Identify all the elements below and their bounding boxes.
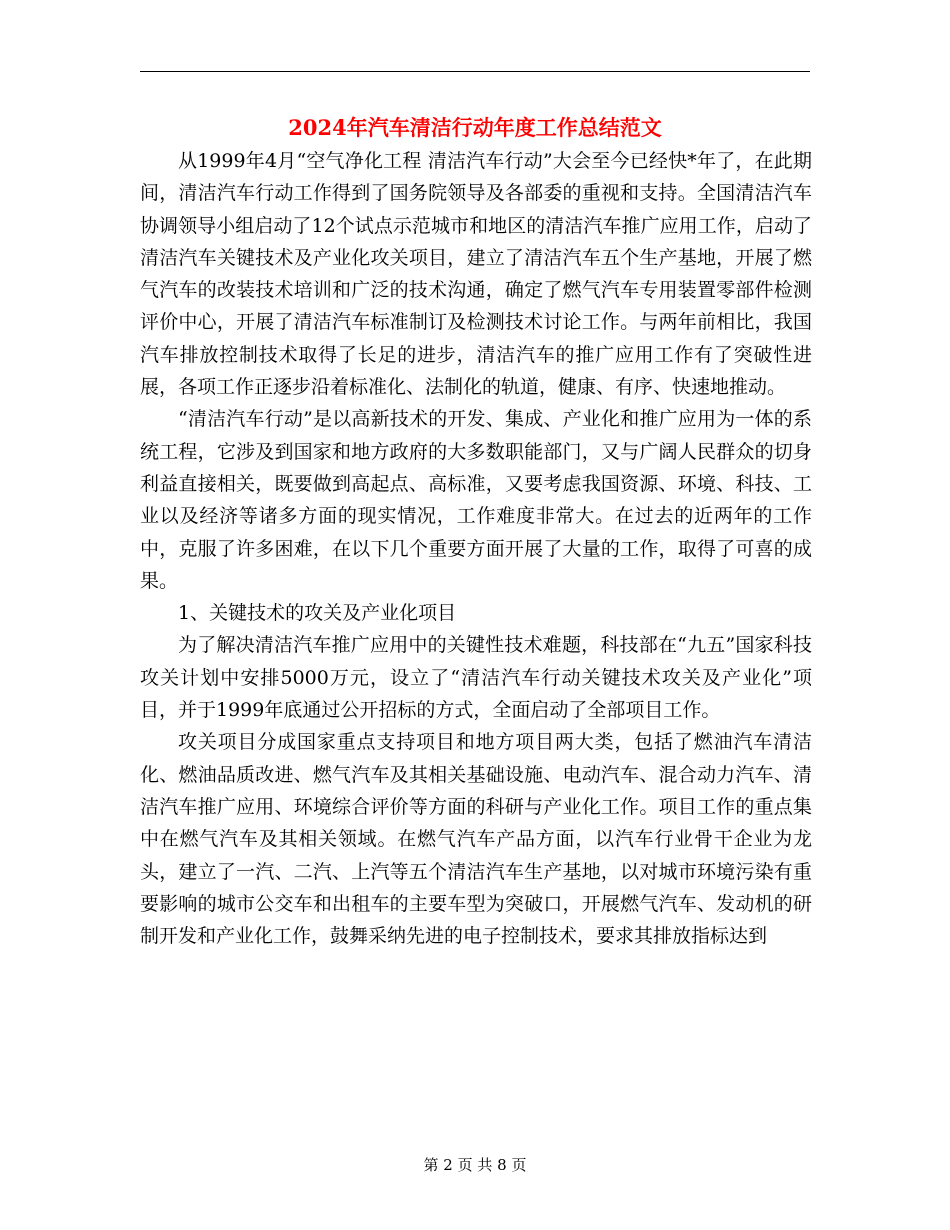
document-title: 2024年汽车清洁行动年度工作总结范文	[288, 115, 662, 140]
paragraph: “清洁汽车行动”是以高新技术的开发、集成、产业化和推广应用为一体的系统工程，它涉及到国家和地方政府的大多数职能部门，又与广阔人民群众的切身利益直接相关，既要做到高起点、高标准，又要考虑我国资源、环境、科技、工业以及经济等诸多方面的现实情况，工作难度非常大。在过去的近两年的工作中，克服了许多困难，在以下几个重要方面开展了大量的工作，取得了可喜的成果。	[140, 408, 812, 592]
header-rule	[140, 71, 810, 72]
document-body	[140, 145, 812, 952]
page-number-footer: 第 2 页 共 8 页	[423, 1156, 527, 1174]
paragraph: 攻关项目分成国家重点支持项目和地方项目两大类，包括了燃油汽车清洁化、燃油品质改进、燃气汽车及其相关基础设施、电动汽车、混合动力汽车、清洁汽车推广应用、环境综合评价等方面的科研与产业化工作。项目工作的重点集中在燃气汽车及其相关领域。在燃气汽车产品方面，以汽车行业骨干企业为龙头，建立了一汽、二汽、上汽等五个清洁汽车生产基地，以对城市环境污染有重要影响的城市公交车和出租车的主要车型为突破口，开展燃气汽车、发动机的研制开发和产业化工作，鼓舞采纳先进的电子控制技术，要求其排放指标达到	[140, 731, 812, 948]
paragraph: 从1999年4月“空气净化工程 清洁汽车行动”大会至今已经快*年了，在此期间，清洁汽车行动工作得到了国务院领导及各部委的重视和支持。全国清洁汽车协调领导小组启动了12个试点示范城市和地区的清洁汽车推广应用工作，启动了清洁汽车关键技术及产业化攻关项目，建立了清洁汽车五个生产基地，开展了燃气汽车的改装技术培训和广泛的技术沟通，确定了燃气汽车专用装置零部件检测评价中心，开展了清洁汽车标准制订及检测技术讨论工作。与两年前相比，我国汽车排放控制技术取得了长足的进步，清洁汽车的推广应用工作有了突破性进展，各项工作正逐步沿着标准化、法制化的轨道，健康、有序、快速地推动。	[140, 150, 812, 399]
section-heading: 1、关键技术的攻关及产业化项目	[178, 602, 457, 625]
paragraph: 为了解决清洁汽车推广应用中的关键性技术难题，科技部在“九五”国家科技攻关计划中安排5000万元，设立了“清洁汽车行动关键技术攻关及产业化”项目，并于1999年底通过公开招标的方式，全面启动了全部项目工作。	[140, 634, 812, 722]
